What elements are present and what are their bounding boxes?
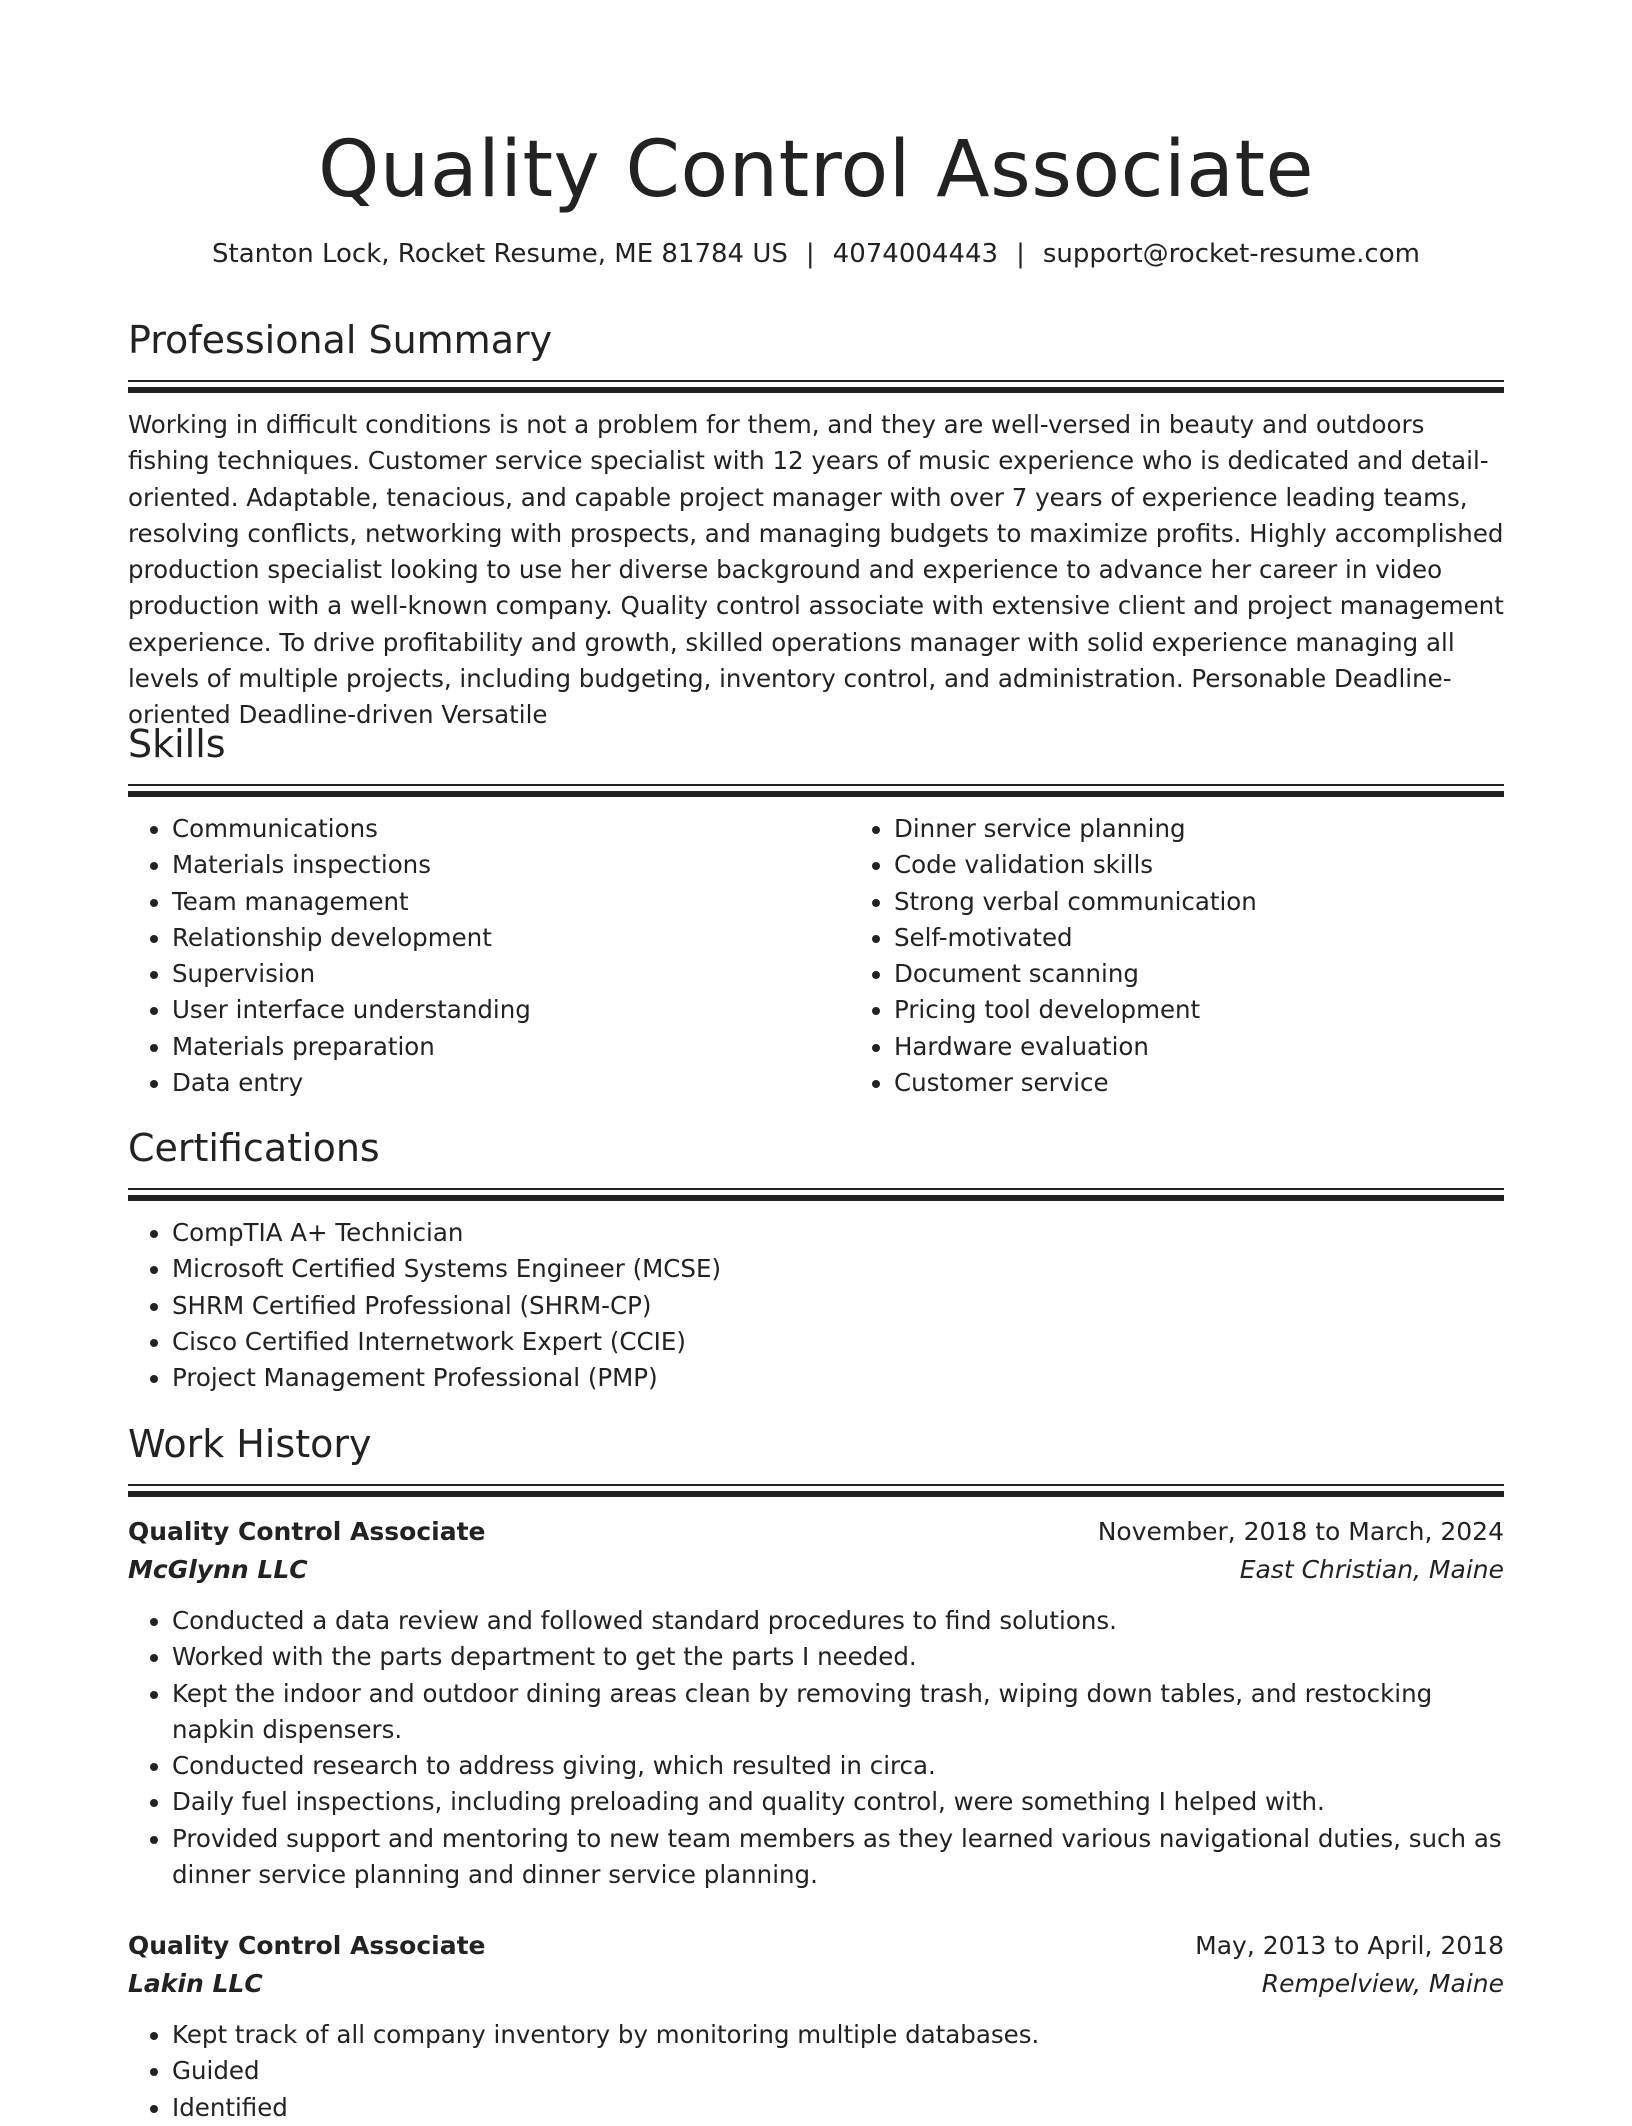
certifications-list — [128, 1215, 1504, 1396]
job-title: Quality Control Associate — [128, 1931, 486, 1960]
job-subheader — [128, 1551, 1504, 1589]
skill-item: • Team management — [172, 884, 850, 920]
certifications-heading: Certifications — [128, 1126, 380, 1170]
work-history-heading: Work History — [128, 1422, 372, 1466]
skill-item: • Supervision — [172, 956, 850, 992]
certification-item: • SHRM Certified Professional (SHRM-CP) — [172, 1288, 1504, 1324]
skill-item: • Self-motivated — [894, 920, 1572, 956]
summary-section — [128, 316, 1504, 734]
job-bullet: • Provided support and mentoring to new team members as they learned various navigational duties, such as dinner service planning and dinner service planning. — [172, 1821, 1504, 1894]
job-bullet: • Conducted a data review and followed standard procedures to find solutions. — [172, 1603, 1504, 1639]
work-history-section — [128, 1420, 1504, 1497]
skill-item: • Relationship development — [172, 920, 850, 956]
job-location: Rempelview, Maine — [1261, 1969, 1504, 1998]
skill-item: • Document scanning — [894, 956, 1572, 992]
skill-item: • Code validation skills — [894, 847, 1572, 883]
skill-item: • Strong verbal communication — [894, 884, 1572, 920]
skill-item: • Customer service — [894, 1065, 1572, 1101]
job-bullet: • Conducted research to address giving, which resulted in circa. — [172, 1748, 1504, 1784]
section-divider — [128, 784, 1504, 797]
skill-item: • Hardware evaluation — [894, 1029, 1572, 1065]
section-divider — [128, 1188, 1504, 1201]
job-header — [128, 1927, 1504, 1965]
job-bullet: • Worked with the parts department to get the parts I needed. — [172, 1639, 1504, 1675]
skills-section — [128, 720, 1504, 1101]
skills-list-left — [128, 811, 850, 1101]
job-dates: May, 2013 to April, 2018 — [1195, 1931, 1504, 1960]
certification-item: • Cisco Certified Internetwork Expert (CCIE) — [172, 1324, 1504, 1360]
job-header — [128, 1513, 1504, 1551]
job-bullet: • Guided — [172, 2053, 1504, 2089]
resume-name: Quality Control Associate — [317, 125, 1315, 215]
job-location: East Christian, Maine — [1239, 1555, 1504, 1584]
section-divider — [128, 1484, 1504, 1497]
contact-separator: | — [805, 239, 815, 269]
job-dates: November, 2018 to March, 2024 — [1097, 1517, 1504, 1546]
summary-text: Working in difficult conditions is not a problem for them, and they are well-versed in beauty and outdoors fishing techniques. Customer service specialist with 12 years of music experience who is dedicated and detail-oriented. Adaptable, tenacious, and capable project manager with over 7 years of experience leading teams, resolving conflicts, networking with prospects, and managing budgets to maximize profits. Highly accomplished production specialist looking to use her diverse background and experience to advance her career in video production with a well-known company. Quality control associate with extensive client and project management experience. To drive profitability and growth, skilled operations manager with solid experience managing all levels of multiple projects, including budgeting, inventory control, and administration. Personable Deadline-oriented Deadline-driven Versatile — [128, 410, 1504, 730]
contact-address: Stanton Lock, Rocket Resume, ME 81784 US — [212, 239, 788, 269]
skills-columns — [128, 811, 1504, 1101]
job-bullet: • Kept the indoor and outdoor dining areas clean by removing trash, wiping down tables, and restocking napkin dispensers. — [172, 1676, 1504, 1749]
job-company: Lakin LLC — [128, 1969, 263, 1998]
skill-item: • Materials preparation — [172, 1029, 850, 1065]
skill-item: • User interface understanding — [172, 992, 850, 1028]
skill-item: • Materials inspections — [172, 847, 850, 883]
job-bullet: • Daily fuel inspections, including preloading and quality control, were something I helped with. — [172, 1784, 1504, 1820]
contact-phone: 4074004443 — [832, 239, 999, 269]
summary-heading: Professional Summary — [128, 318, 553, 362]
contact-line — [128, 236, 1504, 272]
job-bullet: • Kept track of all company inventory by monitoring multiple databases. — [172, 2017, 1504, 2053]
job-bullet: • Identified — [172, 2090, 1504, 2126]
job-company: McGlynn LLC — [128, 1555, 308, 1584]
skills-list-right — [850, 811, 1572, 1101]
job-entry — [128, 1513, 1504, 1893]
job-subheader — [128, 1965, 1504, 2003]
job-title: Quality Control Associate — [128, 1517, 486, 1546]
contact-separator: | — [1016, 239, 1025, 269]
certification-item: • CompTIA A+ Technician — [172, 1215, 1504, 1251]
section-divider — [128, 380, 1504, 393]
skills-heading: Skills — [128, 722, 226, 766]
skill-item: • Pricing tool development — [894, 992, 1572, 1028]
skill-item: • Dinner service planning — [894, 811, 1572, 847]
skill-item: • Data entry — [172, 1065, 850, 1101]
certification-item: • Microsoft Certified Systems Engineer (MCSE) — [172, 1251, 1504, 1287]
resume-page — [128, 0, 1504, 2122]
contact-email[interactable]: support@rocket-resume.com — [1042, 239, 1420, 269]
job-bullets — [128, 1603, 1504, 1893]
certifications-section — [128, 1124, 1504, 1396]
job-bullets — [128, 2017, 1504, 2126]
certification-item: • Project Management Professional (PMP) — [172, 1360, 1504, 1396]
job-entry — [128, 1927, 1504, 2126]
skill-item: • Communications — [172, 811, 850, 847]
